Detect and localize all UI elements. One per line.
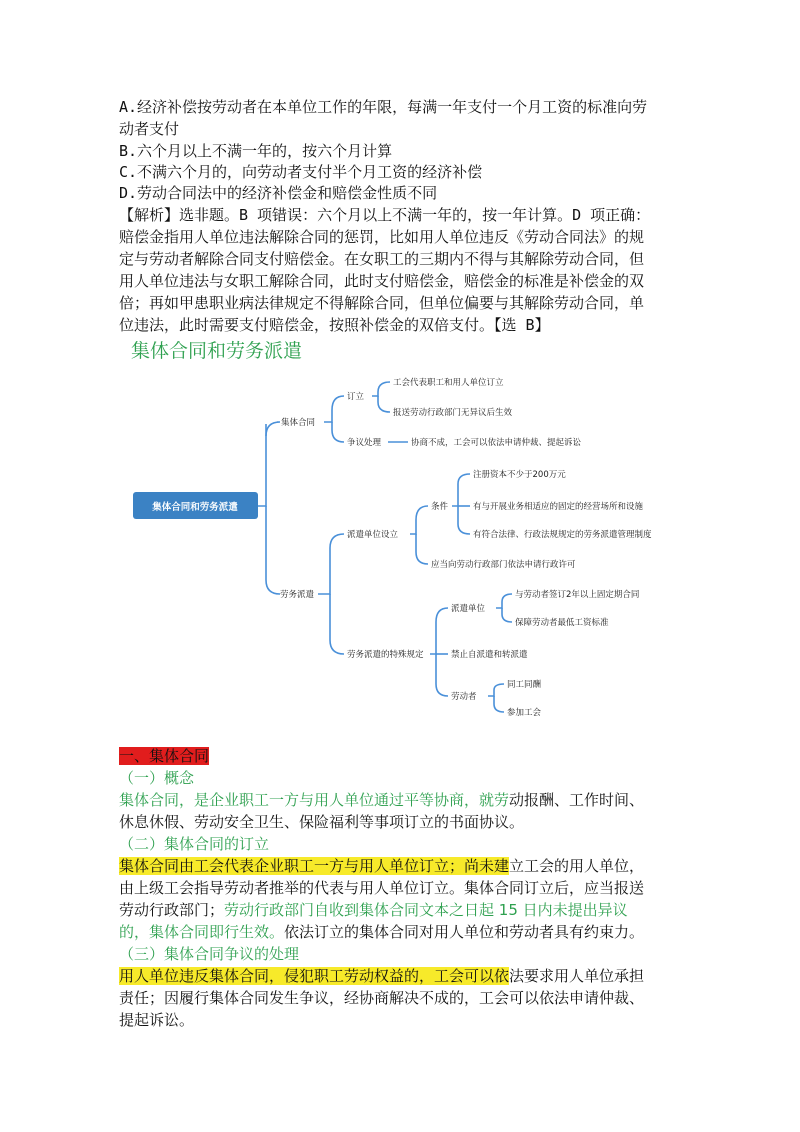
node-tj-3: 有符合法律、行政法规规定的劳务派遣管理制度 <box>473 530 652 540</box>
analysis-line1: 【解析】选非题。B 项错误：六个月以上不满一年的，按一年计算。D 项正确： <box>119 206 651 224</box>
analysis-line4: 用人单位违法与女职工解除合同，此时支付赔偿金，赔偿金的标准是补偿金的双 <box>119 272 645 290</box>
node-ldz: 劳动者 <box>451 692 477 702</box>
option-a-line1: A.经济补偿按劳动者在本单位工作的年限，每满一年支付一个月工资的标准向劳 <box>119 98 648 116</box>
signing-line2: 由上级工会指导劳动者推举的代表与用人单位订立。集体合同订立后，应当报送 <box>119 879 645 897</box>
concept-rest-text: 动报酬、工作时间、 <box>509 791 645 809</box>
node-dingli-1: 工会代表职工和用人单位订立 <box>393 378 504 388</box>
node-jinzhi: 禁止自派遣和转派遣 <box>451 650 528 660</box>
option-a-line2: 动者支付 <box>119 120 180 138</box>
concept-line2: 休息休假、劳动安全卫生、保险福利等事项订立的书面协议。 <box>119 813 525 831</box>
mindmap-root-label: 集体合同和劳务派遣 <box>152 502 238 513</box>
node-teshu: 劳务派遣的特殊规定 <box>347 650 424 660</box>
node-tj-2: 有与开展业务相适应的固定的经营场所和设施 <box>473 502 644 512</box>
node-dingli-2: 报送劳动行政部门无异议后生效 <box>393 408 513 418</box>
dispute-rest: 法要求用人单位承担 <box>509 967 645 985</box>
concept-green-text: 集体合同，是企业职工一方与用人单位通过平等协商，就劳 <box>119 791 510 809</box>
node-dingli: 订立 <box>347 392 365 402</box>
node-pqdw-1: 与劳动者签订2年以上固定期合同 <box>515 590 640 600</box>
option-c: C.不满六个月的，向劳动者支付半个月工资的经济补偿 <box>119 163 483 181</box>
node-tj-1: 注册资本不少于200万元 <box>473 470 566 480</box>
dispute-line2: 责任；因履行集体合同发生争议，经协商解决不成的，工会可以依法申请仲裁、 <box>119 989 645 1007</box>
signing-highlight: 集体合同由工会代表企业职工一方与用人单位订立；尚未建 <box>119 857 510 875</box>
node-ldz-2: 参加工会 <box>507 708 542 718</box>
heading-dispute: （三）集体合同争议的处理 <box>119 945 300 963</box>
analysis-line5: 倍；再如甲患职业病法律规定不得解除合同，但单位偏要与其解除劳动合同，单 <box>119 294 645 312</box>
analysis-line3: 定与劳动者解除合同支付赔偿金。在女职工的三期内不得与其解除劳动合同，但 <box>119 250 645 268</box>
node-laowu: 劳务派遣 <box>280 590 315 600</box>
heading-jiti-hetong: 一、集体合同 <box>119 747 210 765</box>
dispute-line3: 提起诉讼。 <box>119 1011 195 1029</box>
node-pqdw-2: 保障劳动者最低工资标准 <box>515 618 609 628</box>
node-jiti: 集体合同 <box>281 418 316 428</box>
signing-rest: 立工会的用人单位， <box>509 857 645 875</box>
heading-concept: （一）概念 <box>119 769 195 787</box>
section-title: 集体合同和劳务派遣 <box>131 340 303 362</box>
signing-line4-green: 的，集体合同即行生效。 <box>119 923 285 941</box>
signing-line3-start: 劳动行政部门； <box>119 901 225 919</box>
option-b: B.六个月以上不满一年的，按六个月计算 <box>119 142 393 160</box>
signing-line3-green: 劳动行政部门自收到集体合同文本之日起 15 日内未提出异议 <box>224 901 628 919</box>
node-sheli: 派遣单位设立 <box>347 530 399 540</box>
signing-line4-rest: 依法订立的集体合同对用人单位和劳动者具有约束力。 <box>284 923 645 941</box>
option-d: D.劳动合同法中的经济补偿金和赔偿金性质不同 <box>119 184 438 202</box>
analysis-line6: 位违法，此时需要支付赔偿金，按照补偿金的双倍支付。【选 B】 <box>119 316 550 334</box>
node-tiaojian: 条件 <box>431 502 449 512</box>
node-sheli-2: 应当向劳动行政部门依法申请行政许可 <box>431 560 576 570</box>
node-ldz-1: 同工同酬 <box>507 680 542 690</box>
node-zhengyi-1: 协商不成，工会可以依法申请仲裁、提起诉讼 <box>411 438 582 448</box>
dispute-highlight: 用人单位违反集体合同，侵犯职工劳动权益的，工会可以依 <box>119 967 510 985</box>
analysis-line2: 赔偿金指用人单位违法解除合同的惩罚，比如用人单位违反《劳动合同法》的规 <box>119 228 645 246</box>
node-pqdw: 派遣单位 <box>451 604 486 614</box>
heading-signing: （二）集体合同的订立 <box>119 835 270 853</box>
node-zhengyi: 争议处理 <box>347 438 382 448</box>
